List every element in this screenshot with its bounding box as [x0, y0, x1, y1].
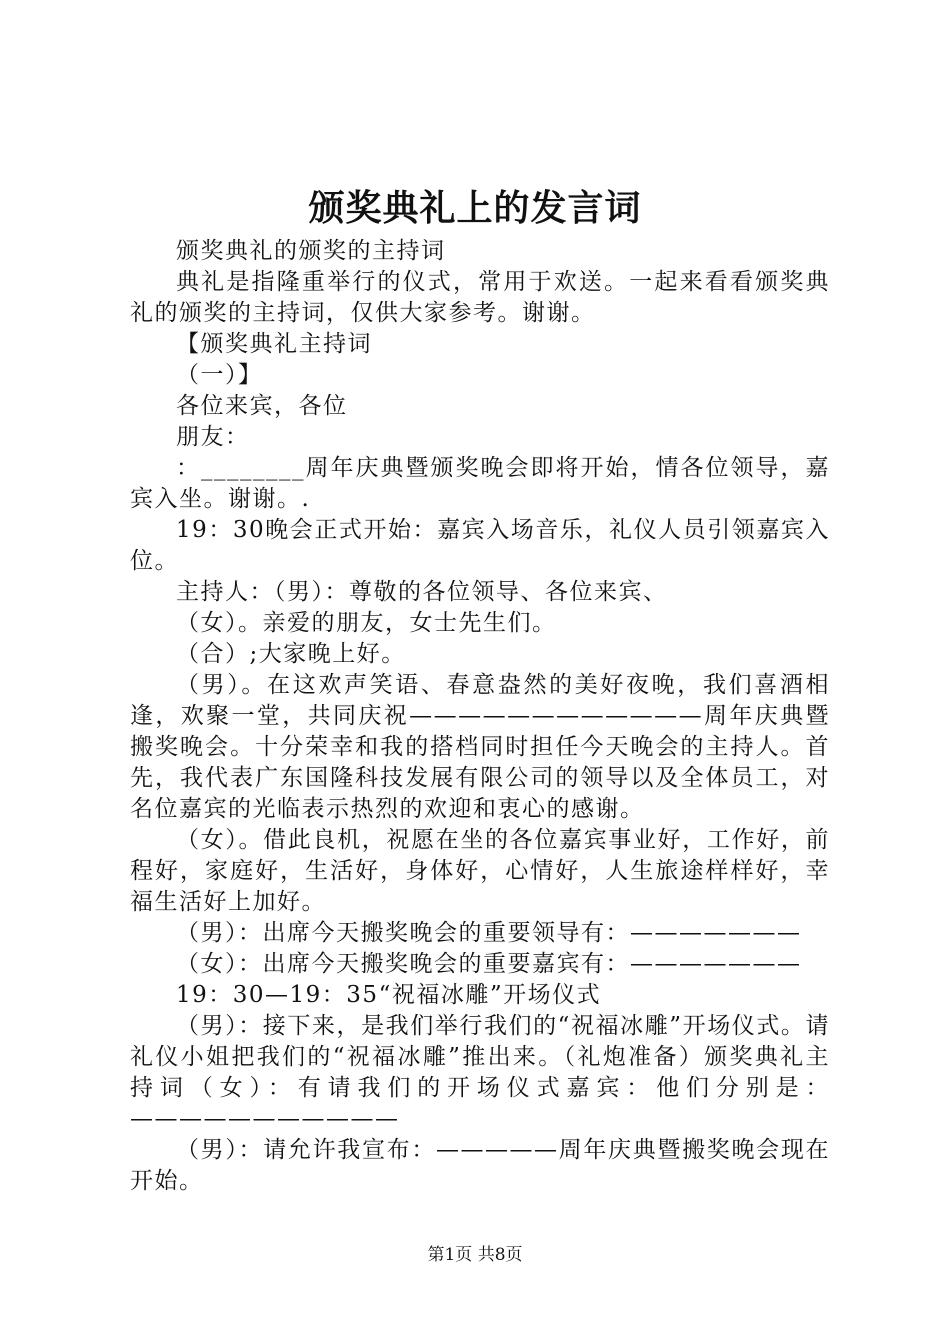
paragraph: 19：30晚会正式开始：嘉宾入场音乐，礼仪人员引领嘉宾入位。 [130, 517, 830, 574]
document-title: 颁奖典礼上的发言词 [308, 187, 642, 229]
document-body [130, 236, 830, 1197]
paragraph: 典礼是指隆重举行的仪式，常用于欢送。一起来看看颁奖典礼的颁奖的主持词，仅供大家参考。谢谢。 [130, 269, 830, 326]
paragraph: （一）】 [176, 362, 263, 388]
paragraph: （男）：接下来，是我们举行我们的“祝福冰雕”开场仪式。请礼仪小姐把我们的“祝福冰雕”推出来。（礼炮准备）颁奖典礼主持词（女）：有请我们的开场仪式嘉宾：他们分别是：——————————— [130, 1013, 830, 1132]
page-footer: 第1页 共8页 [427, 1245, 523, 1265]
paragraph: （男）：请允许我宣布：—————周年庆典暨搬奖晚会现在开始。 [130, 1137, 830, 1194]
paragraph: （女）：出席今天搬奖晚会的重要嘉宾有：——————— [176, 951, 802, 977]
paragraph: （男）：出席今天搬奖晚会的重要领导有：——————— [176, 920, 802, 946]
paragraph: 【颁奖典礼主持词 [176, 331, 372, 357]
paragraph: （合）;大家晚上好。 [176, 641, 406, 667]
paragraph: ：________周年庆典暨颁奖晚会即将开始，情各位领导，嘉宾入坐。谢谢。. [130, 455, 830, 512]
paragraph: （女）。亲爱的朋友，女士先生们。 [176, 610, 557, 636]
paragraph: 颁奖典礼的颁奖的主持词 [176, 238, 446, 264]
paragraph: 各位来宾，各位 [176, 393, 348, 419]
paragraph: （女）。借此良机，祝愿在坐的各位嘉宾事业好，工作好，前程好，家庭好，生活好，身体好，心情好，人生旅途样样好，幸福生活好上加好。 [130, 827, 830, 915]
paragraph: 19：30—19：35“祝福冰雕”开场仪式 [176, 982, 602, 1008]
paragraph: 朋友： [176, 424, 250, 450]
paragraph: （男）。在这欢声笑语、春意盎然的美好夜晚，我们喜酒相逢，欢聚一堂，共同庆祝————————————周年庆典暨搬奖晚会。十分荣幸和我的搭档同时担任今天晚会的主持人。首先，我代表广东国隆科技发展有限公司的领导以及全体员工，对名位嘉宾的光临表示热烈的欢迎和衷心的感谢。 [130, 672, 830, 822]
paragraph: 主持人：（男）：尊敬的各位领导、各位来宾、 [176, 579, 668, 605]
